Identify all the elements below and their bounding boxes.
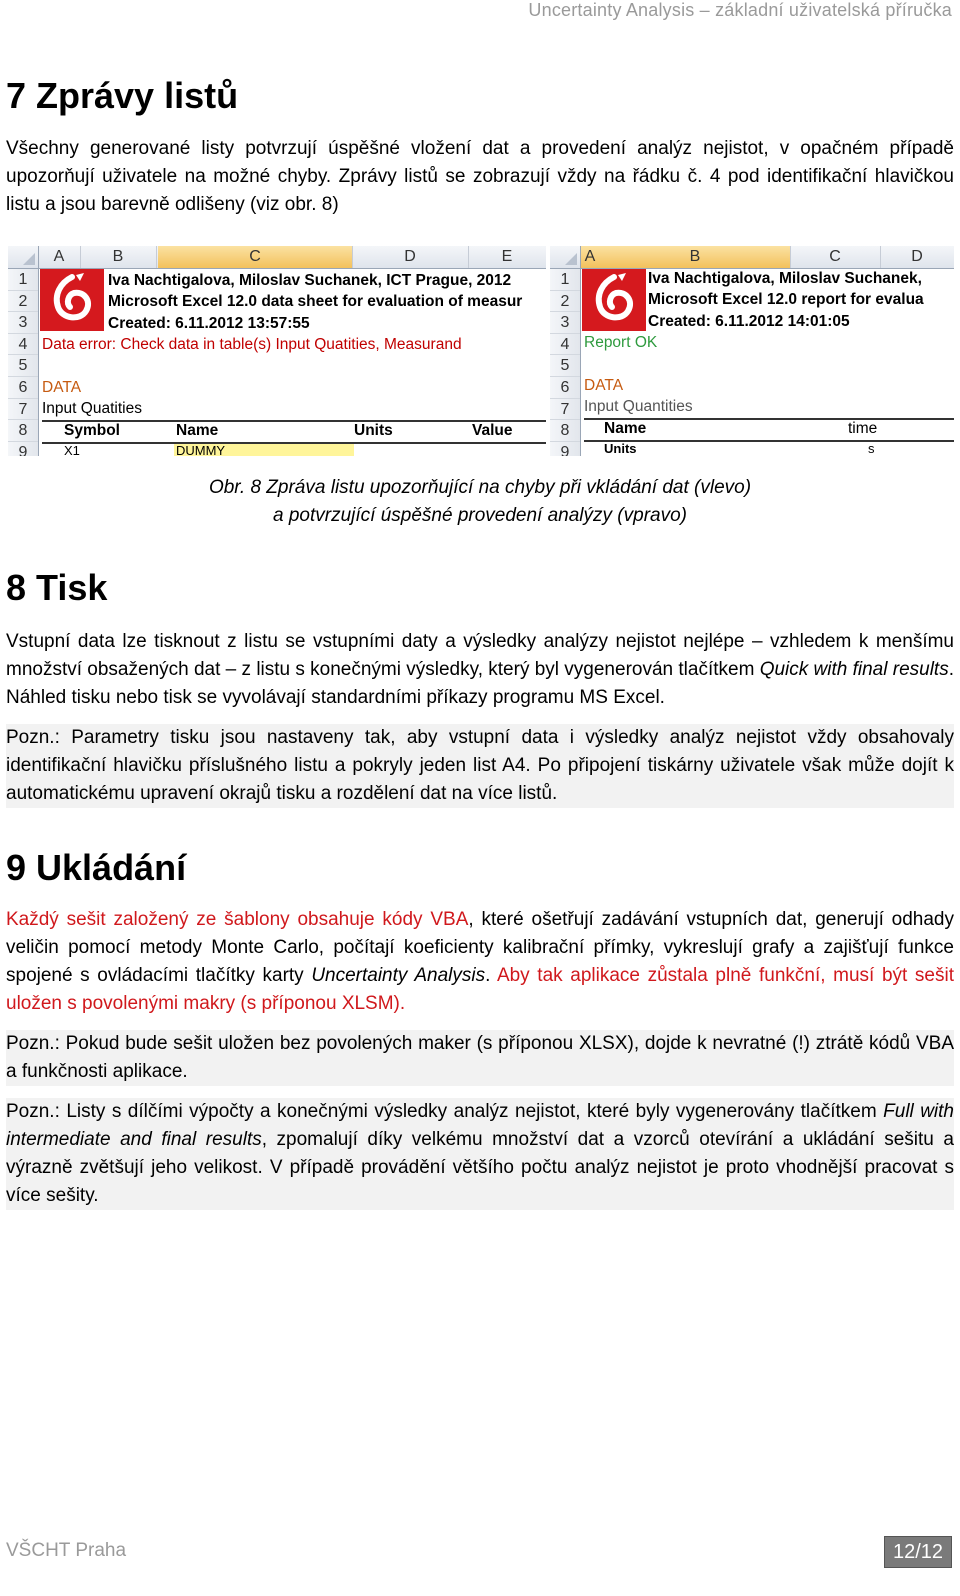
- column-header-selected: C: [158, 246, 353, 268]
- column-header: E: [468, 246, 546, 268]
- row-number: 1: [8, 269, 38, 291]
- row-number: 3: [550, 312, 580, 334]
- column-header-row: [8, 246, 546, 269]
- row-number: 1: [550, 269, 580, 291]
- row-header-column: [8, 269, 39, 456]
- row9-symbol: X1: [64, 443, 80, 456]
- section-9-heading: 9 Ukládání: [6, 847, 187, 888]
- select-all-corner: [8, 246, 39, 268]
- tab-name-uncertainty: Uncertainty Analysis: [311, 965, 486, 986]
- footer-institution: VŠCHT Praha: [6, 1540, 127, 1561]
- vscht-logo-icon: [582, 269, 646, 331]
- row-number: 3: [8, 312, 38, 334]
- caption-line-2: a potvrzující úspěšné provedení analýzy (vpravo): [273, 505, 687, 526]
- sheet-table-label: Input Quantities: [584, 398, 693, 415]
- row9-units: Units: [604, 441, 637, 456]
- row-number: 9: [8, 442, 38, 456]
- row-number: 8: [550, 420, 580, 442]
- excel-screenshot-error: [8, 246, 546, 456]
- col-symbol: Symbol: [64, 422, 120, 439]
- figure-caption: [120, 474, 840, 530]
- section-8-heading: 8 Tisk: [6, 567, 108, 608]
- row9-value: s: [868, 441, 875, 456]
- sheet-table-label: Input Quatities: [42, 400, 142, 417]
- row-number: 4: [8, 334, 38, 356]
- column-header-selected: A: [580, 246, 601, 268]
- text-run-red: Každý sešit založený ze šablony obsahuje kódy VBA: [6, 909, 469, 930]
- select-all-corner: [550, 246, 581, 268]
- sheet-author-line: Iva Nachtigalova, Miloslav Suchanek,: [648, 270, 922, 287]
- text-run: Pozn.: Listy s dílčími výpočty a konečnými výsledky analýz nejistot, které byly vygenerovány tlačítkem: [6, 1101, 884, 1122]
- section-7-paragraph: Všechny generované listy potvrzují úspěšné vložení dat a provedení analýz nejistot, v opačném případě upozorňují uživatele na možné chyby. Zprávy listů se zobrazují vždy na řádku č. 4 pod identifikační hlavičkou listu a jsou barevně odlišeny (viz obr. 8): [6, 138, 954, 215]
- section-8-paragraph: [6, 628, 954, 712]
- row-number: 6: [8, 377, 38, 399]
- sheet-error-message: Data error: Check data in table(s) Input Quatities, Measurand: [42, 336, 462, 353]
- section-9-paragraph: [6, 906, 954, 1018]
- column-header: A: [38, 246, 81, 268]
- page-number-badge: 12/12: [884, 1536, 952, 1568]
- sheet-created-line: Created: 6.11.2012 13:57:55: [108, 315, 310, 332]
- sheet-description-line: Microsoft Excel 12.0 data sheet for evaluation of measur: [108, 293, 523, 310]
- table-header-rule: [584, 440, 954, 442]
- column-header-selected: B: [600, 246, 791, 268]
- vscht-logo-icon: [40, 269, 104, 331]
- row-number: 4: [550, 334, 580, 356]
- section-9-note-2: [6, 1098, 954, 1210]
- column-header: D: [880, 246, 954, 268]
- text-run-red: Aby tak aplikace zůstala plně funkční, musí být sešit uložen s povolenými makry (s příponou XLSM).: [6, 965, 954, 1014]
- section-9-note-1: Pozn.: Pokud bude sešit uložen bez povolených maker (s příponou XLSX), dojde k nevratné (!) ztrátě kódů VBA a funkčnosti aplikace.: [6, 1030, 954, 1086]
- col-time: time: [848, 420, 878, 437]
- section-8-note: Pozn.: Parametry tisku jsou nastaveny tak, aby vstupní data i výsledky analýz nejistot vždy obsahovaly identifikační hlavičku příslušného listu a pokryly jeden list A4. Po připojení tiskárny uživatele však může dojít k automatickému upravení okrajů tisku a rozdělení dat na více listů.: [6, 724, 954, 808]
- col-name: Name: [176, 422, 219, 439]
- caption-line-1: Obr. 8 Zpráva listu upozorňující na chyby při vkládání dat (vlevo): [208, 477, 752, 498]
- row-header-column: [550, 269, 581, 456]
- text-run: . Náhled tisku nebo tisk se vyvolávají standardními příkazy programu MS Excel.: [6, 659, 954, 708]
- excel-screenshot-ok: [550, 246, 954, 456]
- column-header: B: [80, 246, 157, 268]
- sheet-description-line: Microsoft Excel 12.0 report for evalua: [648, 291, 924, 308]
- col-value: Value: [472, 422, 513, 439]
- row-number: 8: [8, 420, 38, 442]
- col-units: Units: [354, 422, 393, 439]
- button-name-full: Full with intermediate and final results: [6, 1101, 955, 1150]
- row-number: 6: [550, 377, 580, 399]
- row-number: 9: [550, 442, 580, 456]
- sheet-data-label: DATA: [584, 377, 624, 394]
- row-number: 2: [550, 291, 580, 313]
- sheet-author-line: Iva Nachtigalova, Miloslav Suchanek, ICT Prague, 2012: [108, 272, 512, 289]
- row-number: 7: [8, 399, 38, 421]
- row-number: 5: [8, 355, 38, 377]
- column-header: C: [790, 246, 881, 268]
- row-number: 5: [550, 355, 580, 377]
- row9-name: DUMMY: [176, 443, 226, 456]
- text-run: , které ošetřují zadávání vstupních dat, generují odhady veličin pomocí metody Monte Carlo, počítají koeficienty kalibrační přímky, vykreslují grafy a zajišťují funkce spojené s ovládacími tlačítky karty: [6, 909, 954, 986]
- col-name: Name: [604, 420, 647, 437]
- text-run: .: [485, 965, 497, 986]
- column-header-row: [550, 246, 954, 269]
- row-number: 2: [8, 291, 38, 313]
- section-7-heading: 7 Zprávy listů: [6, 75, 239, 116]
- row-number: 7: [550, 399, 580, 421]
- running-header: Uncertainty Analysis – základní uživatelská příručka: [528, 0, 952, 20]
- text-run: , zpomalují díky velkému množství dat a vzorců otevírání a ukládání sešitu a výrazně zvětšují jeho velikost. V případě provádění většího počtu analýz nejistot je proto vhodnější pracovat s více sešity.: [6, 1129, 954, 1206]
- column-header: D: [352, 246, 469, 268]
- sheet-ok-message: Report OK: [584, 334, 658, 351]
- sheet-created-line: Created: 6.11.2012 14:01:05: [648, 313, 850, 330]
- button-name-quick: Quick with final results: [759, 659, 949, 680]
- text-run: Vstupní data lze tisknout z listu se vstupními daty a výsledky analýzy nejistot nejlépe – vzhledem k menšímu množství obsažených dat – z listu s konečnými výsledky, který byl vygenerován tlačítkem: [6, 631, 954, 680]
- sheet-data-label: DATA: [42, 379, 82, 396]
